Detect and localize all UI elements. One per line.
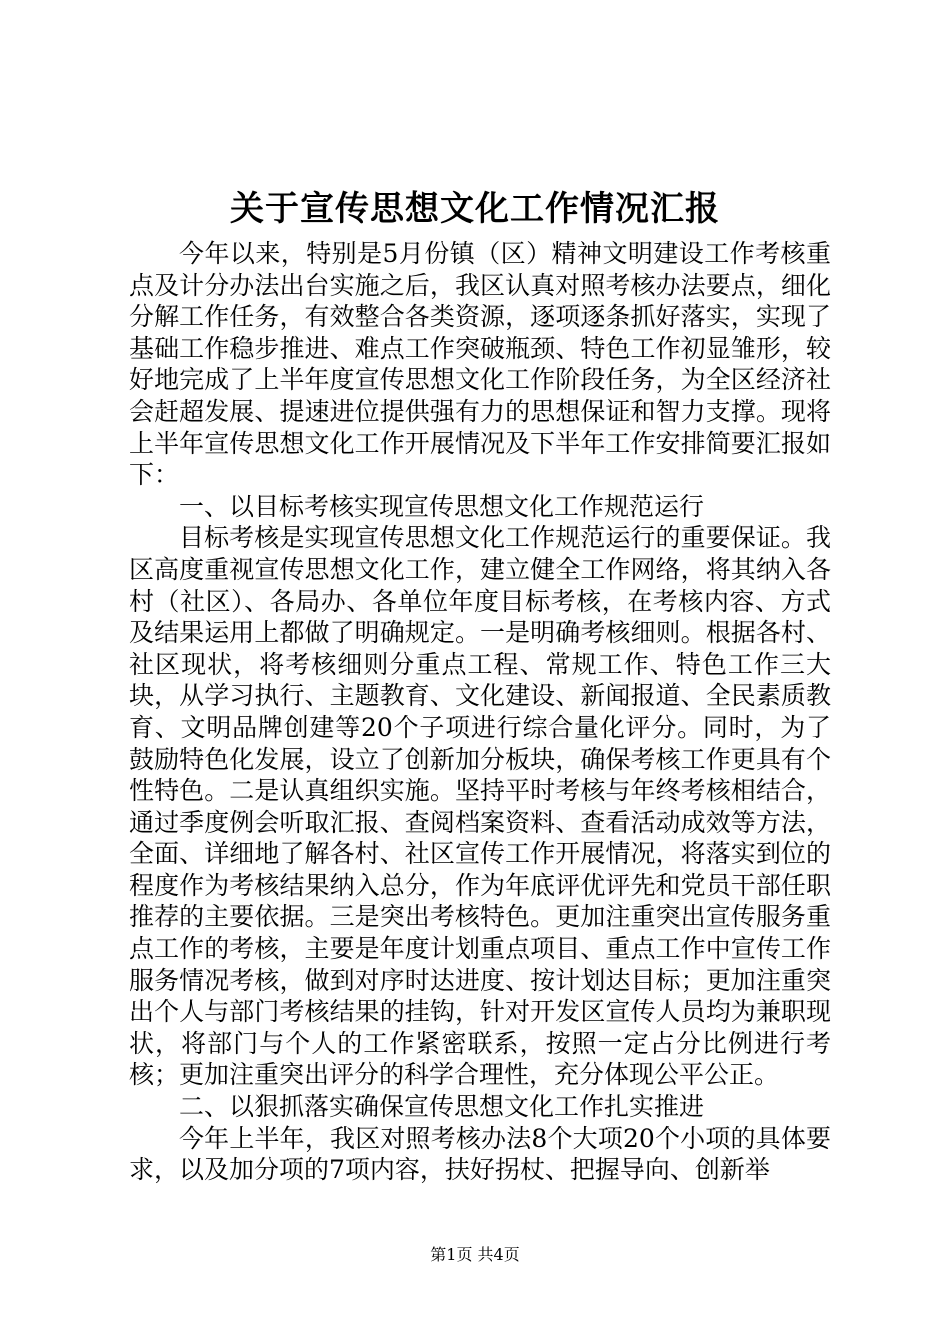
page-footer: 第1页 共4页 (430, 1245, 520, 1264)
paragraph-section-1: 目标考核是实现宣传思想文化工作规范运行的重要保证。我区高度重视宣传思想文化工作，建立健全工作网络，将其纳入各村（社区）、各局办、各单位年度目标考核，在考核内容、方式及结果运用上都做了明确规定。一是明确考核细则。根据各村、社区现状，将考核细则分重点工程、常规工作、特色工作三大块，从学习执行、主题教育、文化建设、新闻报道、全民素质教育、文明品牌创建等20个子项进行综合量化评分。同时，为了鼓励特色化发展，设立了创新加分板块，确保考核工作更具有个性特色。二是认真组织实施。坚持平时考核与年终考核相结合，通过季度例会听取汇报、查阅档案资料、查看活动成效等方法，全面、详细地了解各村、社区宣传工作开展情况，将落实到位的程度作为考核结果纳入总分，作为年底评优评先和党员干部任职推荐的主要依据。三是突出考核特色。更加注重突出宣传服务重点工作的考核，主要是年度计划重点项目、重点工作中宣传工作服务情况考核，做到对序时达进度、按计划达目标；更加注重突出个人与部门考核结果的挂钩，针对开发区宣传人员均为兼职现状，将部门与个人的工作紧密联系，按照一定占分比例进行考核；更加注重突出评分的科学合理性，充分体现公平公正。 (129, 523, 831, 1090)
paragraph-intro: 今年以来，特别是5月份镇（区）精神文明建设工作考核重点及计分办法出台实施之后，我区认真对照考核办法要点，细化分解工作任务，有效整合各类资源，逐项逐条抓好落实，实现了基础工作稳步推进、难点工作突破瓶颈、特色工作初显雏形，较好地完成了上半年度宣传思想文化工作阶段任务，为全区经济社会赶超发展、提速进位提供强有力的思想保证和智力支撑。现将上半年宣传思想文化工作开展情况及下半年工作安排简要汇报如下： (129, 239, 831, 490)
document-body (129, 238, 831, 1186)
section-heading-1: 一、以目标考核实现宣传思想文化工作规范运行 (179, 491, 705, 521)
section-heading-2: 二、以狠抓落实确保宣传思想文化工作扎实推进 (179, 1092, 705, 1122)
document-title: 关于宣传思想文化工作情况汇报 (230, 189, 720, 229)
paragraph-section-2: 今年上半年，我区对照考核办法8个大项20个小项的具体要求，以及加分项的7项内容，扶好拐杖、把握导向、创新举 (129, 1123, 831, 1185)
